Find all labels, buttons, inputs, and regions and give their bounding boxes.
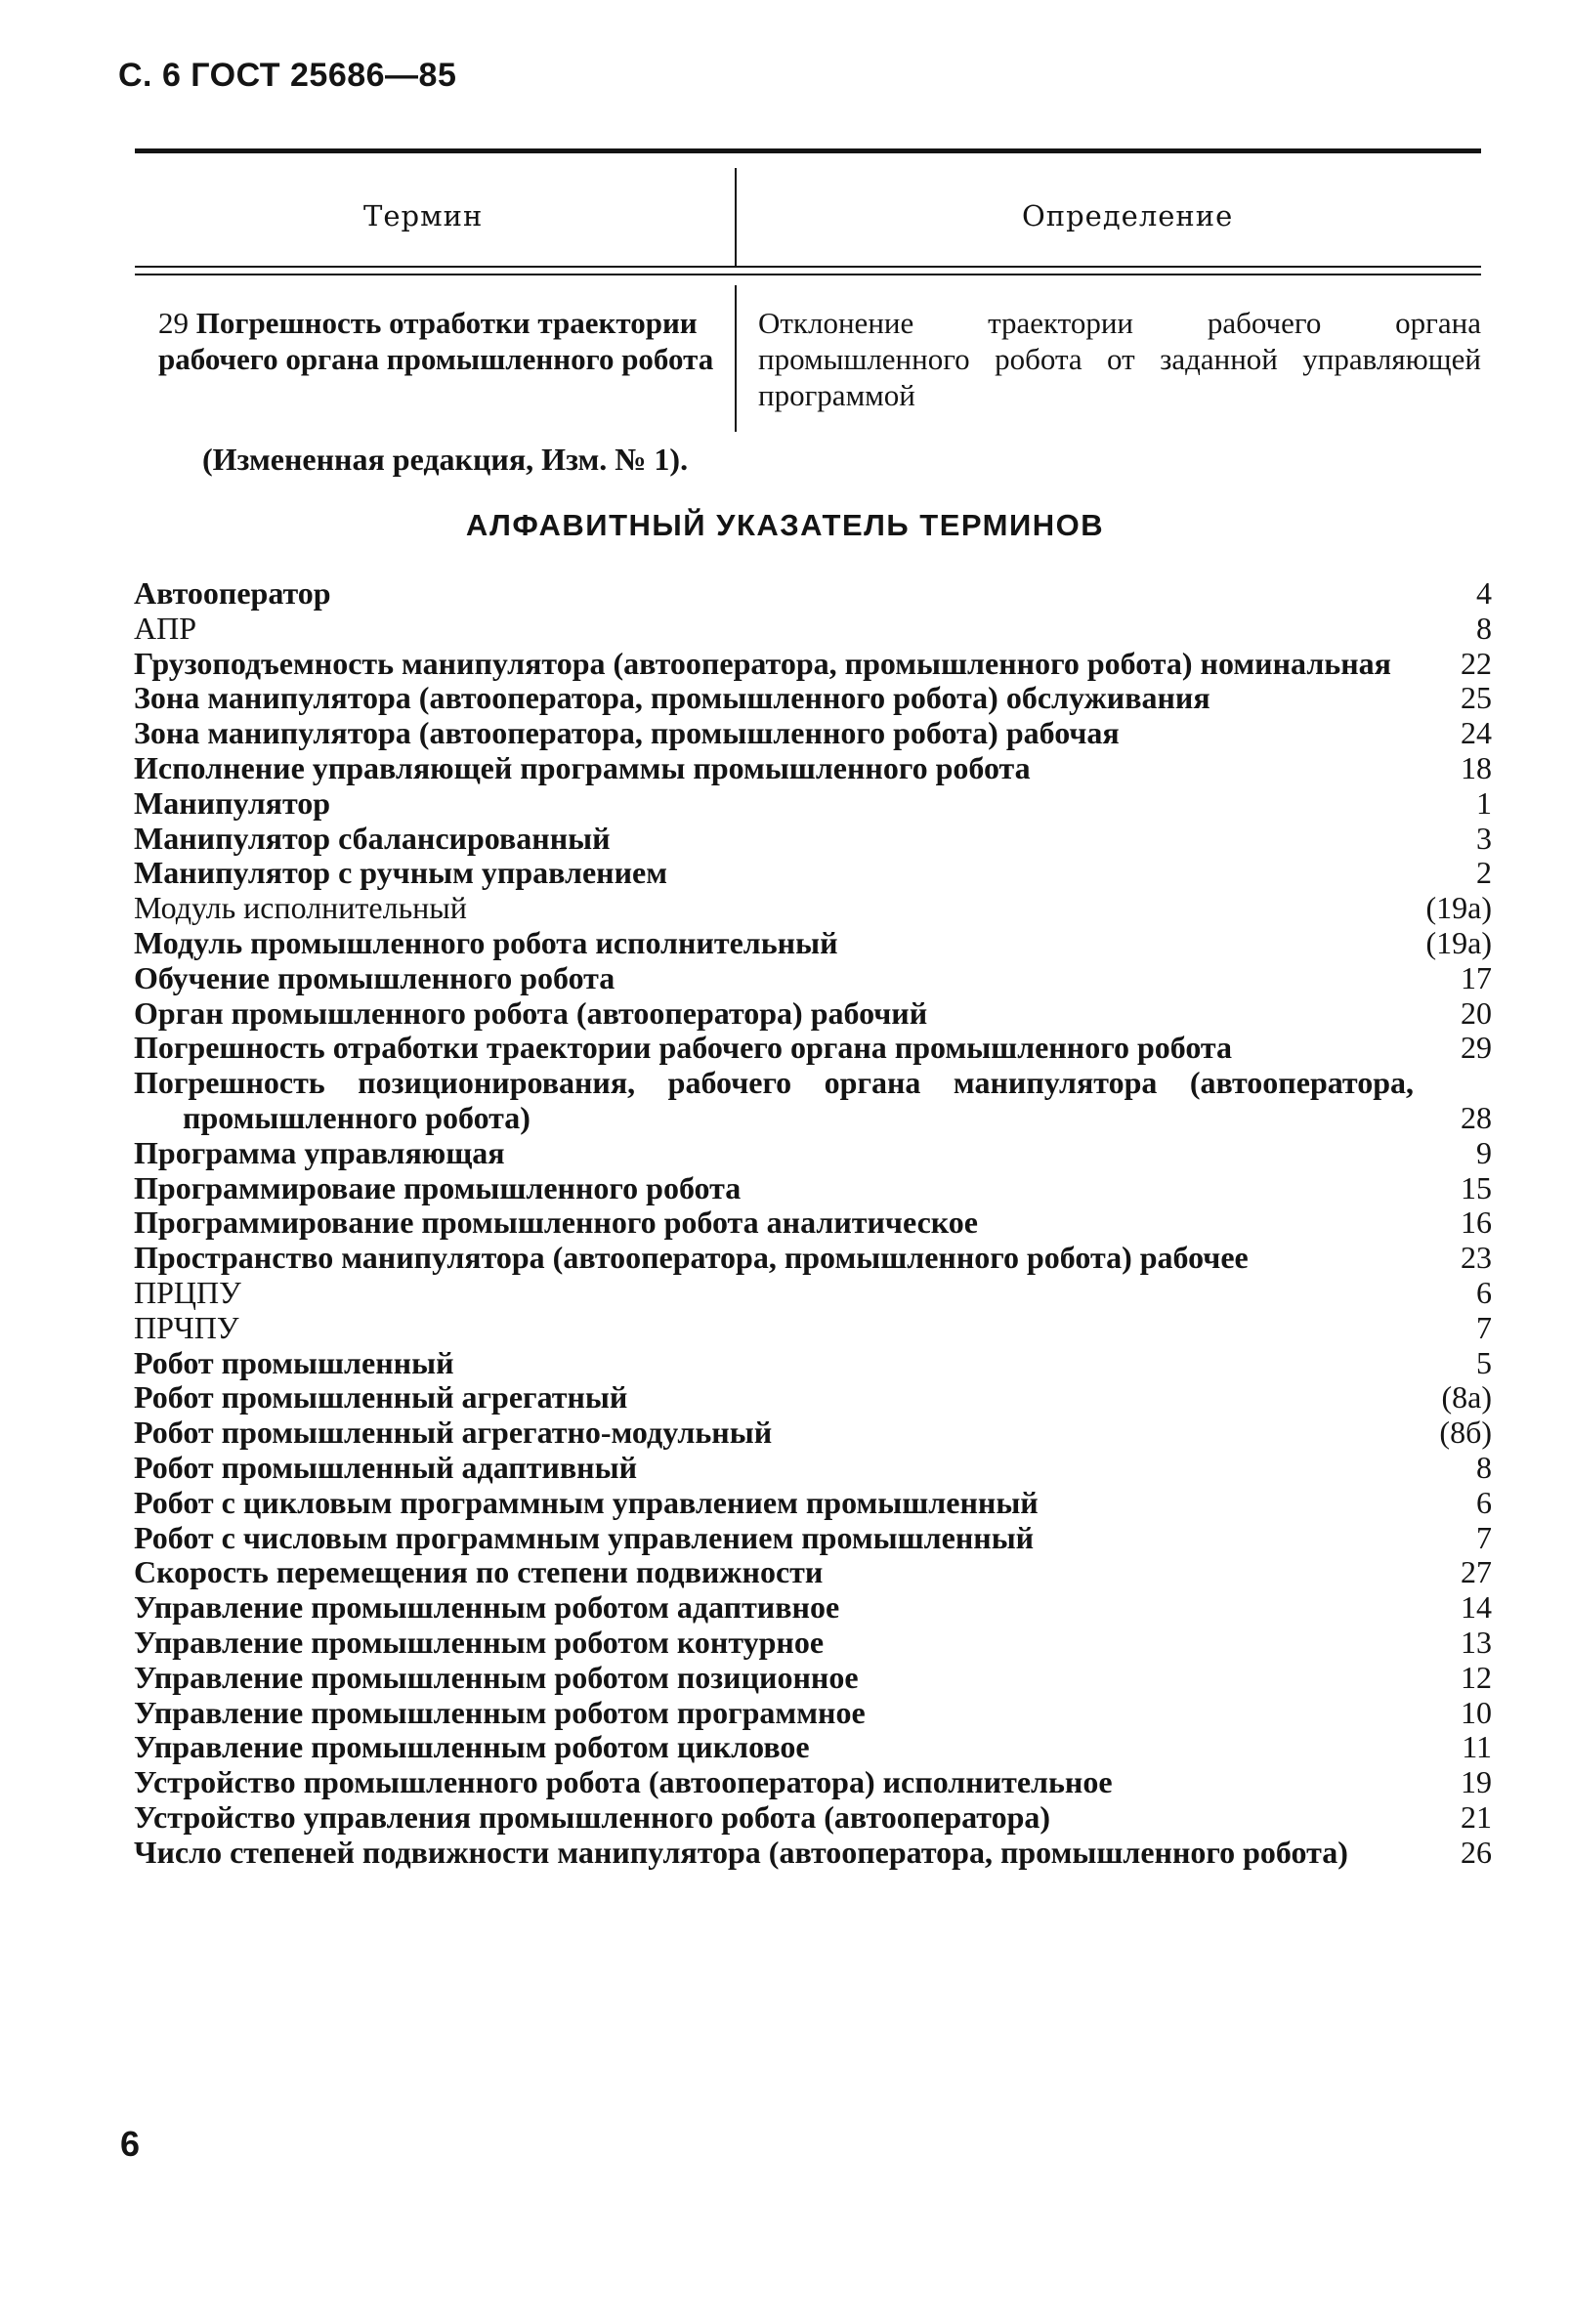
index-term: Погрешность отработки траектории рабочего органа промышленного робота (134, 1030, 1233, 1066)
index-term-number: (8а) (1441, 1379, 1492, 1416)
index-term: Программа управляющая (134, 1134, 505, 1170)
table-row-term (158, 305, 715, 377)
index-term-number: 2 (1476, 855, 1492, 891)
term-number: 29 (158, 306, 189, 340)
index-entry (134, 1241, 1492, 1276)
table-header-rule-2 (135, 274, 1481, 275)
index-term: Модуль промышленного робота исполнительный (134, 924, 838, 960)
index-entry (134, 612, 1492, 647)
index-entry (134, 926, 1492, 961)
index-term-number: 18 (1461, 749, 1492, 785)
index-term-number: (19а) (1425, 890, 1492, 926)
index-term-number: 14 (1461, 1589, 1492, 1626)
index-entry (134, 1276, 1492, 1311)
index-entry (134, 1730, 1492, 1765)
index-term-number: (8б) (1439, 1415, 1492, 1451)
index-term: Программирование промышленного робота аналитическое (134, 1204, 978, 1241)
alphabetical-index (134, 576, 1492, 1870)
index-entry (134, 1800, 1492, 1836)
index-term-number: 4 (1476, 575, 1492, 611)
index-term: ПРЦПУ (134, 1274, 241, 1310)
index-term: Зона манипулятора (автооператора, промышленного робота) обслуживания (134, 680, 1210, 716)
index-entry (134, 1521, 1492, 1556)
table-header-divider (735, 168, 737, 266)
index-entry (134, 961, 1492, 996)
index-entry (134, 576, 1492, 612)
table-row-definition: Отклонение траектории рабочего органа промышленного робота от заданной управляющей программой (758, 306, 1481, 412)
index-entry (134, 1626, 1492, 1661)
index-term-number: 3 (1476, 820, 1492, 856)
index-term-number: 21 (1461, 1798, 1492, 1835)
table-body-divider (735, 285, 737, 432)
index-term: Робот промышленный адаптивный (134, 1449, 637, 1485)
index-term-number: 7 (1476, 1309, 1492, 1345)
index-term: Управление промышленным роботом цикловое (134, 1729, 810, 1765)
index-entry (134, 1346, 1492, 1381)
index-term-number: 19 (1461, 1764, 1492, 1800)
index-title: АЛФАВИТНЫЙ УКАЗАТЕЛЬ ТЕРМИНОВ (465, 508, 1105, 542)
index-term: Устройство промышленного робота (автооператора) исполнительное (134, 1764, 1113, 1800)
index-term-number: 29 (1461, 1030, 1492, 1066)
index-entry (134, 1555, 1492, 1590)
index-entry (134, 1205, 1492, 1241)
index-term: Грузоподъемность манипулятора (автооператора, промышленного робота) номинальная (134, 645, 1391, 681)
index-entry (134, 786, 1492, 822)
index-term-number: 9 (1476, 1134, 1492, 1170)
index-term: Робот промышленный агрегатный (134, 1379, 628, 1416)
index-entry (134, 822, 1492, 857)
index-entry (134, 1380, 1492, 1416)
index-entry (134, 1696, 1492, 1731)
index-term: Число степеней подвижности манипулятора (автооператора, промышленного робота) (134, 1834, 1348, 1870)
index-term: Скорость перемещения по степени подвижности (134, 1554, 824, 1590)
index-entry (134, 1136, 1492, 1171)
index-term-number: 23 (1461, 1240, 1492, 1276)
index-term-number: 12 (1461, 1659, 1492, 1695)
index-entry (134, 1590, 1492, 1626)
index-entry (134, 1171, 1492, 1206)
index-entry (134, 1836, 1492, 1871)
index-term: Погрешность позиционирования, рабочего органа манипулятора (автооператора, промышленного робота) (134, 1065, 1414, 1135)
index-term: Модуль исполнительный (134, 890, 467, 926)
index-term: Робот с цикловым программным управлением промышленный (134, 1484, 1039, 1520)
index-entry (134, 996, 1492, 1032)
page-number: 6 (120, 2124, 141, 2164)
index-term-number: 17 (1461, 959, 1492, 995)
index-term: Манипулятор с ручным управлением (134, 855, 668, 891)
index-term: Программироваие промышленного робота (134, 1169, 742, 1205)
index-term: Орган промышленного робота (автооператора) рабочий (134, 994, 928, 1031)
table-top-rule (135, 148, 1481, 153)
page-header: С. 6 ГОСТ 25686—85 (118, 57, 457, 94)
term-text: Погрешность отработки траектории рабочего органа промышленного робота (158, 306, 714, 376)
amendment-note: (Измененная редакция, Изм. № 1). (202, 442, 689, 477)
index-term-number: 6 (1476, 1484, 1492, 1520)
index-entry (134, 1765, 1492, 1800)
index-term-number: 10 (1461, 1694, 1492, 1730)
index-term-number: 16 (1461, 1204, 1492, 1241)
index-entry (134, 647, 1492, 682)
index-term-number: 15 (1461, 1169, 1492, 1205)
index-term-number: 6 (1476, 1274, 1492, 1310)
index-term-number: 11 (1462, 1729, 1492, 1765)
index-term-number: 20 (1461, 994, 1492, 1031)
index-entry (134, 751, 1492, 786)
index-term-number: 24 (1461, 715, 1492, 751)
index-term-number: 7 (1476, 1519, 1492, 1555)
index-entry (134, 1486, 1492, 1521)
index-term: Управление промышленным роботом программное (134, 1694, 866, 1730)
index-term-number: 22 (1461, 645, 1492, 681)
index-entry (134, 1066, 1492, 1136)
table-header-rule-1 (135, 266, 1481, 268)
index-term: Автооператор (134, 575, 331, 611)
index-term-number: 13 (1461, 1624, 1492, 1660)
column-header-definition: Определение (1022, 199, 1234, 232)
index-term-number: 28 (1461, 1099, 1492, 1135)
index-entry (134, 1661, 1492, 1696)
index-entry (134, 681, 1492, 716)
index-term-number: 8 (1476, 610, 1492, 646)
index-entry (134, 1416, 1492, 1451)
index-entry (134, 891, 1492, 926)
index-term: Робот промышленный агрегатно-модульный (134, 1415, 773, 1451)
index-entry (134, 856, 1492, 891)
index-term: Устройство управления промышленного робота (автооператора) (134, 1798, 1051, 1835)
index-entry (134, 1311, 1492, 1346)
index-term-number: 1 (1476, 784, 1492, 821)
index-term-number: 27 (1461, 1554, 1492, 1590)
terms-table (135, 148, 1481, 432)
index-term: Исполнение управляющей программы промышленного робота (134, 749, 1031, 785)
index-term: Манипулятор сбалансированный (134, 820, 611, 856)
column-header-term: Термин (363, 199, 484, 232)
index-term-number: 5 (1476, 1344, 1492, 1380)
index-entry (134, 1031, 1492, 1066)
index-term: ПРЧПУ (134, 1309, 239, 1345)
index-term: Зона манипулятора (автооператора, промышленного робота) рабочая (134, 715, 1120, 751)
index-term-number: 8 (1476, 1449, 1492, 1485)
index-term: Обучение промышленного робота (134, 959, 615, 995)
index-term: Робот с числовым программным управлением промышленный (134, 1519, 1035, 1555)
index-term: Робот промышленный (134, 1344, 454, 1380)
index-term: Манипулятор (134, 784, 331, 821)
index-term: АПР (134, 610, 197, 646)
index-entry (134, 716, 1492, 751)
index-term-number: 25 (1461, 680, 1492, 716)
index-term: Управление промышленным роботом позиционное (134, 1659, 859, 1695)
index-entry (134, 1451, 1492, 1486)
index-term-number: 26 (1461, 1834, 1492, 1870)
index-term-number: (19а) (1425, 924, 1492, 960)
index-term: Пространство манипулятора (автооператора, промышленного робота) рабочее (134, 1240, 1249, 1276)
index-term: Управление промышленным роботом адаптивное (134, 1589, 840, 1626)
index-term: Управление промышленным роботом контурное (134, 1624, 825, 1660)
